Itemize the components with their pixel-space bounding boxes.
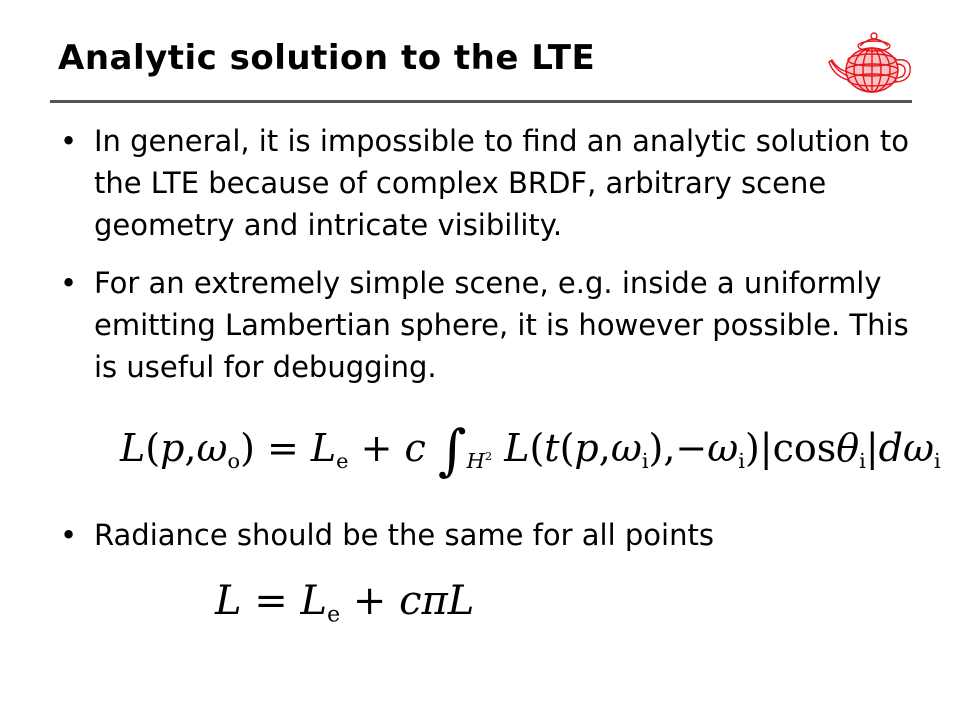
title-divider bbox=[50, 100, 912, 103]
radiance-equation-image: $L = L_e + c\pi L$ bbox=[215, 578, 475, 628]
bullet-text: For an extremely simple scene, e.g. inside a uniformly emitting Lambertian sphere, it is however possible. This is useful for debugging. bbox=[94, 266, 909, 384]
bullet-dot: • bbox=[60, 124, 78, 158]
bullet-item bbox=[60, 120, 914, 246]
teapot-wireframe-icon bbox=[826, 24, 916, 98]
slide-title: Analytic solution to the LTE bbox=[58, 38, 596, 78]
bullet-item bbox=[60, 514, 914, 556]
bullet-dot: • bbox=[60, 518, 78, 552]
rendering-equation-image: $L(p,\omega_o) = L_e + c$ $\int_{H^2}$ $L(t(p,\omega_i),-\omega_i)|\cos\theta_i|d\omega_i$ bbox=[120, 418, 941, 482]
bullet-dot: • bbox=[60, 266, 78, 300]
bullet-item bbox=[60, 262, 914, 388]
bullet-text: In general, it is impossible to find an analytic solution to the LTE because of complex BRDF, arbitrary scene geometry and intricate visibility. bbox=[94, 124, 909, 242]
bullet-text: Radiance should be the same for all points bbox=[94, 518, 714, 552]
